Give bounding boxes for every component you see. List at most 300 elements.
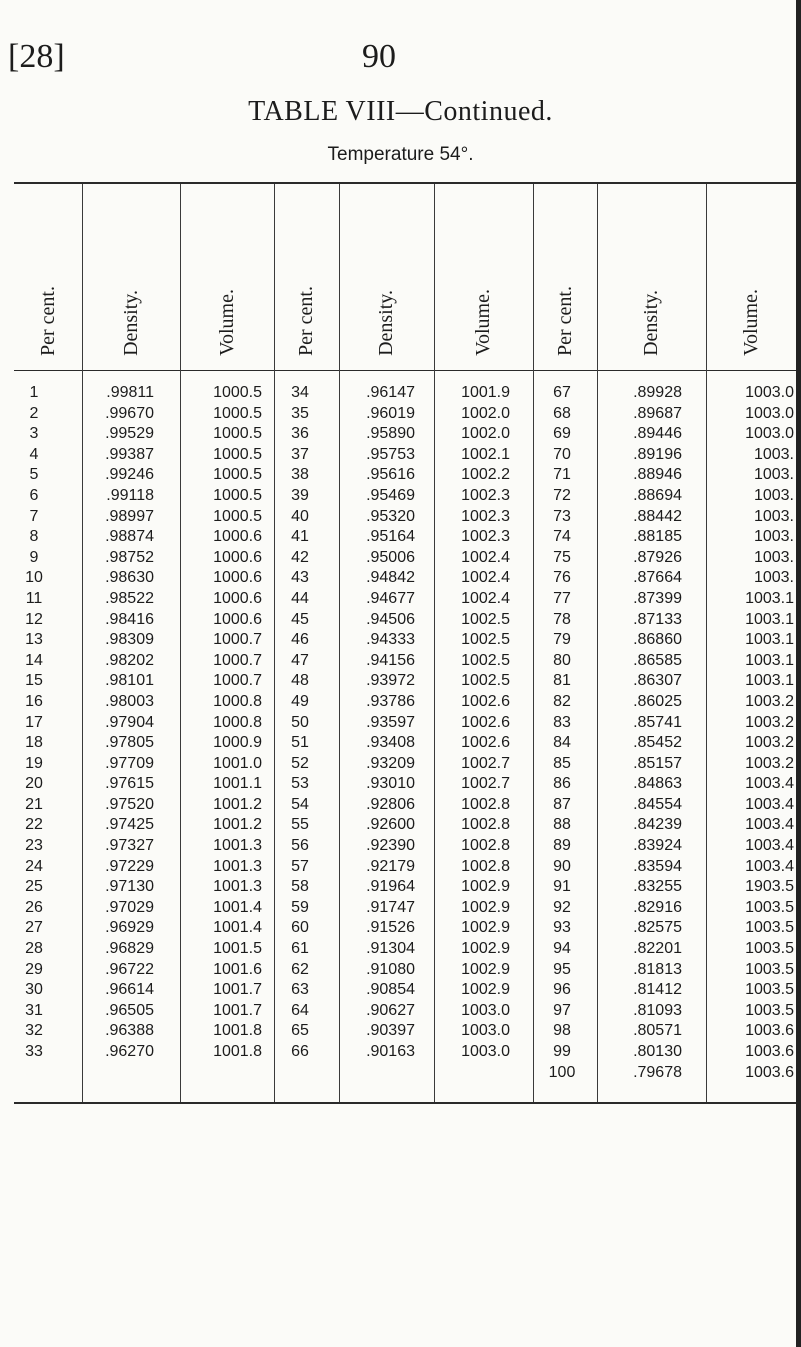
table-cell: 1002.5 bbox=[461, 610, 510, 628]
table-cell: 83 bbox=[553, 713, 571, 731]
table-cell: .95753 bbox=[366, 445, 415, 463]
table-cell: 1001.9 bbox=[461, 384, 510, 401]
header-label: Per cent. bbox=[36, 286, 59, 356]
table-cell: .99811 bbox=[106, 384, 154, 401]
table-cell: .96270 bbox=[105, 1043, 154, 1060]
table-cell: 89 bbox=[553, 837, 571, 855]
table-cell: 20 bbox=[25, 775, 43, 793]
table-cell: 100 bbox=[548, 1063, 576, 1081]
header-density-1 bbox=[82, 184, 180, 370]
table-cell: 54 bbox=[291, 795, 309, 813]
table-cell: 47 bbox=[291, 651, 309, 669]
table-cell: .97229 bbox=[105, 857, 154, 875]
table-cell: 1002.9 bbox=[461, 919, 510, 937]
table-cell: .87926 bbox=[633, 548, 682, 566]
table-cell: 1003.4 bbox=[745, 857, 794, 875]
table-cell: .81412 bbox=[633, 981, 682, 999]
table-cell: 11 bbox=[25, 589, 43, 607]
table-cell: 1000.5 bbox=[213, 445, 262, 463]
table-cell: 33 bbox=[25, 1043, 43, 1060]
table-cell: 1002.6 bbox=[461, 692, 510, 710]
table-cell: 3 bbox=[29, 425, 39, 443]
table-cell: 1003.1 bbox=[745, 672, 794, 690]
table-cell: 1000.5 bbox=[213, 425, 262, 443]
table-cell: 1001.8 bbox=[213, 1043, 262, 1060]
table-cell: 12 bbox=[25, 610, 43, 628]
table-cell: 78 bbox=[553, 610, 571, 628]
column-volume-2 bbox=[434, 383, 510, 1063]
column-volume-3 bbox=[706, 383, 794, 1083]
table-cell: 36 bbox=[291, 425, 309, 443]
table-cell: 37 bbox=[291, 445, 309, 463]
table-cell: 1000.6 bbox=[213, 589, 262, 607]
table-cell: .95320 bbox=[366, 507, 415, 525]
table-cell: .91964 bbox=[366, 878, 415, 896]
table-cell: 53 bbox=[291, 775, 309, 793]
table-cell: 1002.7 bbox=[461, 754, 510, 772]
table-cell: 31 bbox=[25, 1001, 43, 1019]
table-cell: 87 bbox=[553, 795, 571, 813]
table-cell: 1003.4 bbox=[745, 795, 794, 813]
table-cell: .98752 bbox=[105, 548, 154, 566]
table-cell: .97904 bbox=[105, 713, 154, 731]
table-cell: .99246 bbox=[105, 466, 154, 484]
table-cell: 79 bbox=[553, 631, 571, 649]
table-cell: 18 bbox=[25, 734, 43, 752]
table-cell: .99670 bbox=[105, 404, 154, 422]
table-cell: .88694 bbox=[633, 486, 682, 504]
table-cell: .94156 bbox=[366, 651, 415, 669]
table-cell: 90 bbox=[553, 857, 571, 875]
table-cell: 1000.5 bbox=[213, 404, 262, 422]
header-label: Density. bbox=[640, 290, 662, 356]
table-cell: 62 bbox=[291, 960, 309, 978]
table-cell: 55 bbox=[291, 816, 309, 834]
table-cell: .96829 bbox=[105, 940, 154, 958]
table-cell: .96614 bbox=[105, 981, 154, 999]
table-cell: .97615 bbox=[105, 775, 154, 793]
table-cell: .98101 bbox=[105, 672, 154, 690]
table-cell: 10 bbox=[25, 569, 43, 587]
table-cell: 1002.5 bbox=[461, 631, 510, 649]
table-cell: 73 bbox=[553, 507, 571, 525]
table-cell: .98997 bbox=[105, 507, 154, 525]
table-cell: 1000.7 bbox=[213, 672, 262, 690]
table-cell: 1003.1 bbox=[745, 589, 794, 607]
table-cell: 2 bbox=[29, 404, 39, 422]
table-cell: 1002.9 bbox=[461, 960, 510, 978]
table-cell: 1001.2 bbox=[213, 795, 262, 813]
header-label: Per cent. bbox=[553, 286, 576, 356]
table-cell: .96505 bbox=[105, 1001, 154, 1019]
table-cell: 1001.4 bbox=[213, 919, 262, 937]
table-cell: 4 bbox=[29, 445, 39, 463]
column-per-cent-1 bbox=[14, 383, 54, 1063]
table-cell: 6 bbox=[29, 486, 39, 504]
table-cell: 40 bbox=[291, 507, 309, 525]
table-cell: 1903.5 bbox=[745, 878, 794, 896]
table-cell: 39 bbox=[291, 486, 309, 504]
table-cell: .87133 bbox=[633, 610, 682, 628]
header-label: Volume. bbox=[472, 289, 494, 356]
table-cell: 76 bbox=[553, 569, 571, 587]
table-cell: 56 bbox=[291, 837, 309, 855]
table-cell: 1001.6 bbox=[213, 960, 262, 978]
table-cell: 1003.4 bbox=[745, 837, 794, 855]
table-cell: 1003.0 bbox=[745, 404, 794, 422]
table-cell: .84239 bbox=[633, 816, 682, 834]
table-cell: 1002.9 bbox=[461, 898, 510, 916]
page-edge bbox=[796, 0, 801, 1347]
table-cell: .91080 bbox=[366, 960, 415, 978]
table-cell: .98630 bbox=[105, 569, 154, 587]
table-cell: 60 bbox=[291, 919, 309, 937]
table-cell: .94506 bbox=[366, 610, 415, 628]
table-bottom-rule bbox=[14, 1102, 796, 1104]
header-volume-1 bbox=[180, 184, 274, 370]
table-cell: .93209 bbox=[366, 754, 415, 772]
table-cell: 45 bbox=[291, 610, 309, 628]
table-cell: .87664 bbox=[633, 569, 682, 587]
table-subtitle: Temperature 54°. bbox=[327, 144, 474, 165]
table-cell: .90627 bbox=[366, 1001, 415, 1019]
table-cell: 59 bbox=[291, 898, 309, 916]
table-cell: .89687 bbox=[633, 404, 682, 422]
table-cell: 27 bbox=[25, 919, 43, 937]
table-cell: 1003.5 bbox=[745, 940, 794, 958]
table-cell: 84 bbox=[553, 734, 571, 752]
table-cell: 43 bbox=[291, 569, 309, 587]
table-cell: .97029 bbox=[105, 898, 154, 916]
table-cell: 1002.8 bbox=[461, 837, 510, 855]
table-cell: .97130 bbox=[105, 878, 154, 896]
header-density-2 bbox=[339, 184, 434, 370]
table-cell: 1003. bbox=[753, 548, 794, 566]
table-cell: .88946 bbox=[633, 466, 682, 484]
table-cell: .79678 bbox=[633, 1063, 682, 1081]
table-cell: .98003 bbox=[105, 692, 154, 710]
header-label: Volume. bbox=[215, 289, 238, 356]
table-cell: 1001.7 bbox=[213, 981, 262, 999]
table-cell: .82916 bbox=[633, 898, 682, 916]
table-cell: 93 bbox=[553, 919, 571, 937]
table-cell: 1000.6 bbox=[213, 548, 262, 566]
table-cell: 66 bbox=[291, 1043, 309, 1060]
table-cell: .82201 bbox=[633, 940, 682, 958]
table-cell: .85452 bbox=[633, 734, 682, 752]
table-cell: 69 bbox=[553, 425, 571, 443]
table-cell: 1002.8 bbox=[461, 857, 510, 875]
table-cell: 68 bbox=[553, 404, 571, 422]
table-cell: 35 bbox=[291, 404, 309, 422]
header-per-cent-1 bbox=[14, 184, 82, 370]
table-cell: .98202 bbox=[105, 651, 154, 669]
table-cell: 1001.1 bbox=[213, 775, 262, 793]
table-cell: 88 bbox=[553, 816, 571, 834]
table-cell: 42 bbox=[291, 548, 309, 566]
table-cell: 24 bbox=[25, 857, 43, 875]
table-cell: 1003.2 bbox=[745, 754, 794, 772]
table-cell: .96147 bbox=[366, 384, 415, 401]
table-cell: 1003.0 bbox=[745, 425, 794, 443]
table-cell: .95890 bbox=[366, 425, 415, 443]
table-cell: .95616 bbox=[366, 466, 415, 484]
table-cell: .84863 bbox=[633, 775, 682, 793]
table-cell: .98309 bbox=[105, 631, 154, 649]
table-cell: 1000.5 bbox=[213, 507, 262, 525]
table-cell: 92 bbox=[553, 898, 571, 916]
table-cell: .91304 bbox=[366, 940, 415, 958]
table-cell: 1001.3 bbox=[213, 837, 262, 855]
table-cell: .93786 bbox=[366, 692, 415, 710]
table-cell: .99387 bbox=[105, 445, 154, 463]
table-cell: .90397 bbox=[366, 1022, 415, 1040]
table-cell: 41 bbox=[291, 528, 309, 546]
table-cell: 1003.1 bbox=[745, 610, 794, 628]
table-cell: 1002.1 bbox=[461, 445, 510, 463]
table-cell: .95006 bbox=[366, 548, 415, 566]
table-cell: .94333 bbox=[366, 631, 415, 649]
table-cell: 1000.6 bbox=[213, 528, 262, 546]
table-cell: .96388 bbox=[105, 1022, 154, 1040]
table-cell: .89446 bbox=[633, 425, 682, 443]
table-cell: 1002.3 bbox=[461, 486, 510, 504]
table-cell: 28 bbox=[25, 940, 43, 958]
table-cell: .82575 bbox=[633, 919, 682, 937]
table-cell: 1002.9 bbox=[461, 878, 510, 896]
header-label: Volume. bbox=[739, 289, 762, 356]
table-cell: .98416 bbox=[105, 610, 154, 628]
table-cell: 99 bbox=[553, 1043, 571, 1060]
table-cell: 1003. bbox=[753, 466, 794, 484]
table-cell: .95164 bbox=[366, 528, 415, 546]
table-cell: .92600 bbox=[366, 816, 415, 834]
table-cell: 1 bbox=[29, 384, 39, 401]
table-cell: 1003.4 bbox=[745, 816, 794, 834]
table-cell: .90163 bbox=[366, 1043, 415, 1060]
table-cell: 70 bbox=[553, 445, 571, 463]
table-cell: .83255 bbox=[633, 878, 682, 896]
table-cell: 1002.9 bbox=[461, 981, 510, 999]
table-cell: 29 bbox=[25, 960, 43, 978]
table-cell: 22 bbox=[25, 816, 43, 834]
table-cell: 17 bbox=[25, 713, 43, 731]
table-cell: .87399 bbox=[633, 589, 682, 607]
table-cell: .92390 bbox=[366, 837, 415, 855]
table-cell: 86 bbox=[553, 775, 571, 793]
table-cell: 26 bbox=[25, 898, 43, 916]
table-cell: 32 bbox=[25, 1022, 43, 1040]
table-cell: 91 bbox=[553, 878, 571, 896]
table-cell: 1003.1 bbox=[745, 651, 794, 669]
table-cell: 1003. bbox=[753, 507, 794, 525]
table-cell: 1002.6 bbox=[461, 734, 510, 752]
table-cell: 94 bbox=[553, 940, 571, 958]
table-cell: .91747 bbox=[366, 898, 415, 916]
table-cell: 81 bbox=[553, 672, 571, 690]
table-cell: 57 bbox=[291, 857, 309, 875]
table-cell: 1002.3 bbox=[461, 507, 510, 525]
table-cell: .91526 bbox=[366, 919, 415, 937]
table-cell: 1003.5 bbox=[745, 919, 794, 937]
table-cell: 1000.9 bbox=[213, 734, 262, 752]
table-cell: .83594 bbox=[633, 857, 682, 875]
table-cell: 1003.5 bbox=[745, 960, 794, 978]
table-cell: 1003.1 bbox=[745, 631, 794, 649]
table-cell: 1003.0 bbox=[461, 1022, 510, 1040]
table-cell: .97709 bbox=[105, 754, 154, 772]
table-cell: 1003.5 bbox=[745, 898, 794, 916]
table-cell: 48 bbox=[291, 672, 309, 690]
table-cell: 98 bbox=[553, 1022, 571, 1040]
table-cell: 30 bbox=[25, 981, 43, 999]
table-cell: .89928 bbox=[633, 384, 682, 401]
table-cell: 1003.2 bbox=[745, 734, 794, 752]
table-cell: .98874 bbox=[105, 528, 154, 546]
table-cell: 1000.7 bbox=[213, 651, 262, 669]
table-cell: 1002.6 bbox=[461, 713, 510, 731]
table-cell: 65 bbox=[291, 1022, 309, 1040]
column-per-cent-2 bbox=[274, 383, 326, 1063]
table-cell: 1002.4 bbox=[461, 548, 510, 566]
table-cell: 1003.5 bbox=[745, 981, 794, 999]
table-cell: 23 bbox=[25, 837, 43, 855]
table-cell: .85157 bbox=[633, 754, 682, 772]
table-cell: 1000.6 bbox=[213, 610, 262, 628]
table-cell: 1002.0 bbox=[461, 404, 510, 422]
table-cell: 58 bbox=[291, 878, 309, 896]
column-density-3 bbox=[597, 383, 682, 1083]
table-cell: .86860 bbox=[633, 631, 682, 649]
table-cell: 82 bbox=[553, 692, 571, 710]
table-cell: 1003.0 bbox=[461, 1043, 510, 1060]
header-density-3 bbox=[597, 184, 706, 370]
table-cell: 1002.7 bbox=[461, 775, 510, 793]
table-cell: 19 bbox=[25, 754, 43, 772]
table-cell: 51 bbox=[291, 734, 309, 752]
table-cell: .83924 bbox=[633, 837, 682, 855]
table-cell: .93408 bbox=[366, 734, 415, 752]
table-cell: .95469 bbox=[366, 486, 415, 504]
header-label: Density. bbox=[375, 290, 397, 356]
table-cell: 1003.2 bbox=[745, 713, 794, 731]
table-cell: .80571 bbox=[633, 1022, 682, 1040]
table-cell: 1002.4 bbox=[461, 589, 510, 607]
table-cell: .93972 bbox=[366, 672, 415, 690]
page-number-bracket: [28] bbox=[8, 38, 65, 75]
table-cell: 1003.6 bbox=[745, 1043, 794, 1060]
table-cell: .96722 bbox=[105, 960, 154, 978]
table-cell: .94842 bbox=[366, 569, 415, 587]
page-number: 90 bbox=[362, 38, 396, 75]
table-cell: .81813 bbox=[633, 960, 682, 978]
table-cell: .89196 bbox=[633, 445, 682, 463]
table-cell: 34 bbox=[291, 384, 309, 401]
column-per-cent-3 bbox=[533, 383, 591, 1083]
table-cell: 1002.5 bbox=[461, 672, 510, 690]
table-cell: 1003. bbox=[753, 445, 794, 463]
column-volume-1 bbox=[180, 383, 262, 1063]
table-cell: .96019 bbox=[366, 404, 415, 422]
table-cell: 1000.8 bbox=[213, 713, 262, 731]
table-cell: 1001.3 bbox=[213, 857, 262, 875]
table-cell: 1003.6 bbox=[745, 1063, 794, 1081]
table-cell: 1001.2 bbox=[213, 816, 262, 834]
table-cell: 1002.8 bbox=[461, 816, 510, 834]
column-density-1 bbox=[82, 383, 154, 1063]
table-cell: 1003. bbox=[753, 528, 794, 546]
table-cell: 1002.0 bbox=[461, 425, 510, 443]
table-cell: .96929 bbox=[105, 919, 154, 937]
table-cell: .98522 bbox=[105, 589, 154, 607]
header-label: Density. bbox=[119, 290, 142, 356]
header-volume-2 bbox=[434, 184, 533, 370]
table-cell: 1003.4 bbox=[745, 775, 794, 793]
table-cell: 1001.4 bbox=[213, 898, 262, 916]
table-cell: 44 bbox=[291, 589, 309, 607]
table-cell: .94677 bbox=[366, 589, 415, 607]
table-cell: 1002.9 bbox=[461, 940, 510, 958]
table-cell: 85 bbox=[553, 754, 571, 772]
table-cell: 1001.0 bbox=[213, 754, 262, 772]
header-per-cent-2 bbox=[274, 184, 339, 370]
table-cell: 21 bbox=[25, 795, 43, 813]
table-cell: 1003.2 bbox=[745, 692, 794, 710]
table-cell: 38 bbox=[291, 466, 309, 484]
table-cell: 1001.7 bbox=[213, 1001, 262, 1019]
table-cell: 46 bbox=[291, 631, 309, 649]
table-cell: 75 bbox=[553, 548, 571, 566]
table-cell: .97425 bbox=[105, 816, 154, 834]
table-cell: 67 bbox=[553, 384, 571, 401]
table-cell: 50 bbox=[291, 713, 309, 731]
table-cell: .90854 bbox=[366, 981, 415, 999]
table-cell: 80 bbox=[553, 651, 571, 669]
table-cell: .86025 bbox=[633, 692, 682, 710]
header-label: Per cent. bbox=[295, 286, 317, 356]
table-cell: 96 bbox=[553, 981, 571, 999]
table-cell: 77 bbox=[553, 589, 571, 607]
table-cell: 7 bbox=[29, 507, 39, 525]
table-cell: 61 bbox=[291, 940, 309, 958]
table-cell: 72 bbox=[553, 486, 571, 504]
table-cell: .92179 bbox=[366, 857, 415, 875]
table-cell: 1001.8 bbox=[213, 1022, 262, 1040]
header-per-cent-3 bbox=[533, 184, 597, 370]
table-cell: .84554 bbox=[633, 795, 682, 813]
header-volume-3 bbox=[706, 184, 796, 370]
table-cell: 1002.3 bbox=[461, 528, 510, 546]
table-cell: 97 bbox=[553, 1001, 571, 1019]
table-title: TABLE VIII—Continued. bbox=[248, 96, 553, 127]
table-header-rule bbox=[14, 370, 796, 371]
table-cell: .81093 bbox=[633, 1001, 682, 1019]
table-cell: .97327 bbox=[105, 837, 154, 855]
table-cell: 1003.6 bbox=[745, 1022, 794, 1040]
table-cell: 1000.5 bbox=[213, 486, 262, 504]
table-cell: .80130 bbox=[633, 1043, 682, 1060]
table-cell: .88442 bbox=[633, 507, 682, 525]
table-cell: 1003. bbox=[753, 569, 794, 587]
table-cell: 71 bbox=[553, 466, 571, 484]
table-cell: 63 bbox=[291, 981, 309, 999]
table-cell: .85741 bbox=[633, 713, 682, 731]
table-cell: 13 bbox=[25, 631, 43, 649]
table-cell: 95 bbox=[553, 960, 571, 978]
table-cell: 49 bbox=[291, 692, 309, 710]
table-cell: .86585 bbox=[633, 651, 682, 669]
table-cell: .97520 bbox=[105, 795, 154, 813]
